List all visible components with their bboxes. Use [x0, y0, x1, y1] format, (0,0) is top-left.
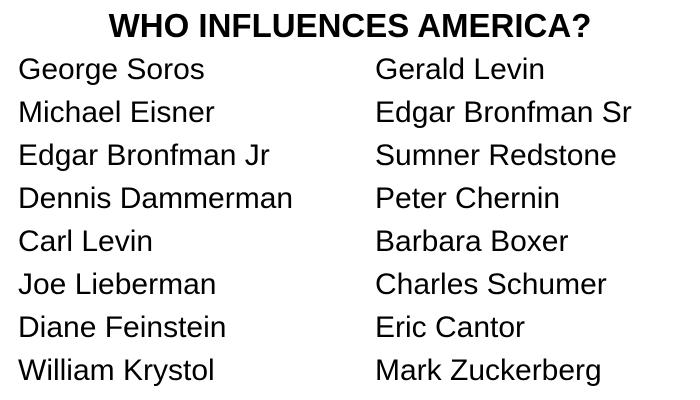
name-columns — [0, 48, 700, 392]
list-item: Michael Eisner — [18, 96, 215, 129]
left-column — [18, 48, 375, 392]
list-item: Dennis Dammerman — [18, 182, 294, 215]
list-item: Mark Zuckerberg — [375, 354, 602, 387]
list-item: Barbara Boxer — [375, 225, 569, 258]
list-item: Charles Schumer — [375, 268, 607, 301]
list-item: Carl Levin — [18, 225, 154, 258]
list-item: Peter Chernin — [375, 182, 561, 215]
list-item: Diane Feinstein — [18, 311, 227, 344]
list-item: Edgar Bronfman Sr — [375, 96, 632, 129]
page-title: WHO INFLUENCES AMERICA? — [108, 7, 592, 44]
list-item: Edgar Bronfman Jr — [18, 139, 270, 172]
list-item: Joe Lieberman — [18, 268, 217, 301]
list-item: Eric Cantor — [375, 311, 526, 344]
list-item: William Krystol — [18, 354, 215, 387]
right-column — [375, 48, 632, 392]
list-item: Gerald Levin — [375, 53, 546, 86]
list-item: George Soros — [18, 53, 205, 86]
list-item: Sumner Redstone — [375, 139, 617, 172]
